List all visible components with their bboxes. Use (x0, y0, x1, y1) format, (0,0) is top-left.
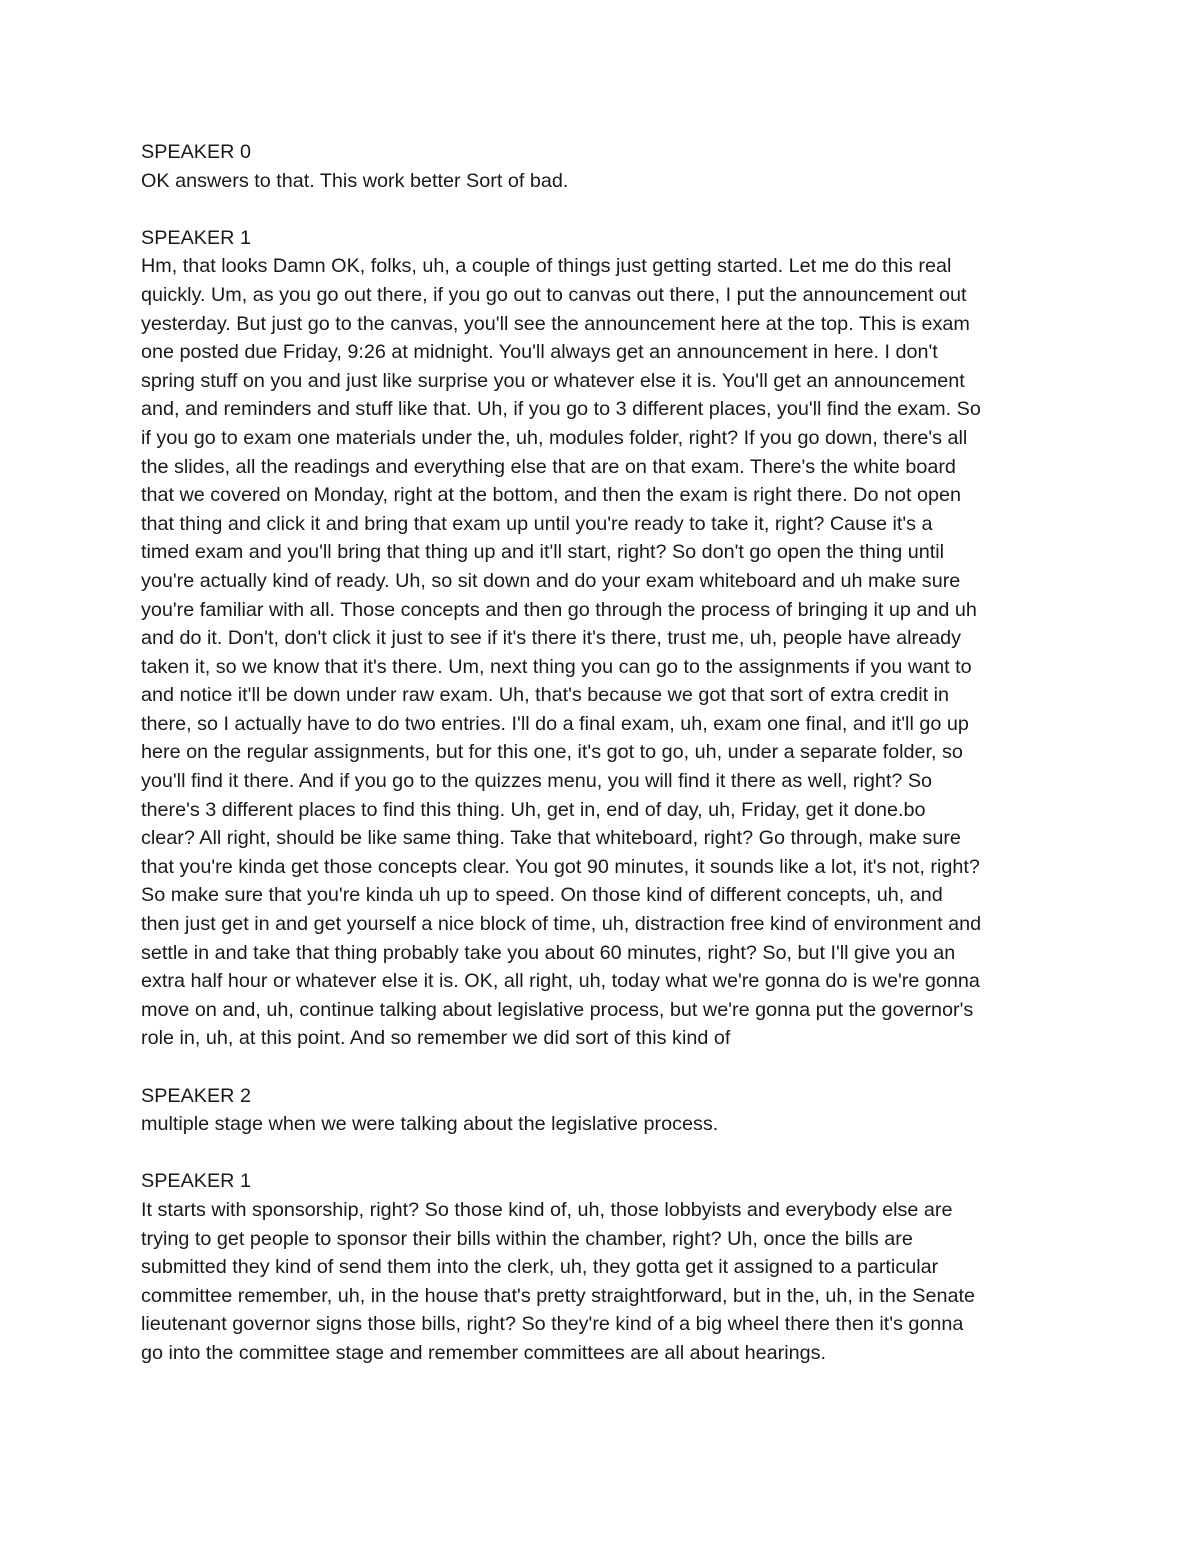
transcript-line: that thing and click it and bring that exam up until you're ready to take it, right? Cause it's a (141, 512, 933, 535)
transcript-line: that you're kinda get those concepts clear. You got 90 minutes, it sounds like a lot, it's not, right? (141, 855, 980, 878)
transcript-line: go into the committee stage and remember committees are all about hearings. (141, 1341, 827, 1364)
transcript-line: It starts with sponsorship, right? So those kind of, uh, those lobbyists and everybody else are (141, 1198, 953, 1221)
transcript-line: OK answers to that. This work better Sort of bad. (141, 169, 569, 192)
speaker-label: SPEAKER 1 (141, 1170, 251, 1193)
transcript-line: Hm, that looks Damn OK, folks, uh, a couple of things just getting started. Let me do this real (141, 255, 952, 278)
transcript-line: extra half hour or whatever else it is. OK, all right, uh, today what we're gonna do is we're gonna (141, 970, 980, 993)
transcript-line: and notice it'll be down under raw exam. Uh, that's because we got that sort of extra credit in (141, 684, 950, 707)
transcript-line: one posted due Friday, 9:26 at midnight. You'll always get an announcement in here. I don't (141, 341, 938, 364)
transcript-line: the slides, all the readings and everything else that are on that exam. There's the white board (141, 455, 956, 478)
transcript-line: committee remember, uh, in the house that's pretty straightforward, but in the, uh, in the Senate (141, 1284, 975, 1307)
speaker-label: SPEAKER 2 (141, 1084, 251, 1107)
transcript-line: quickly. Um, as you go out there, if you go out to canvas out there, I put the announcement out (141, 283, 967, 306)
transcript-line: that we covered on Monday, right at the bottom, and then the exam is right there. Do not open (141, 484, 961, 507)
transcript-line: there, so I actually have to do two entries. I'll do a final exam, uh, exam one final, and it'll go up (141, 712, 969, 735)
transcript-line: timed exam and you'll bring that thing up and it'll start, right? So don't go open the thing until (141, 541, 945, 564)
transcript-line: move on and, uh, continue talking about legislative process, but we're gonna put the governor's (141, 998, 974, 1021)
transcript-line: there's 3 different places to find this thing. Uh, get in, end of day, uh, Friday, get it done.bo (141, 798, 926, 821)
transcript-line: lieutenant governor signs those bills, right? So they're kind of a big wheel there then it's gonna (141, 1313, 964, 1336)
transcript-line: you're actually kind of ready. Uh, so sit down and do your exam whiteboard and uh make sure (141, 569, 961, 592)
transcript-line: taken it, so we know that it's there. Um, next thing you can go to the assignments if you want to (141, 655, 972, 678)
transcript-line: role in, uh, at this point. And so remember we did sort of this kind of (141, 1027, 731, 1050)
transcript-line: clear? All right, should be like same thing. Take that whiteboard, right? Go through, make sure (141, 827, 961, 850)
speaker-block (141, 1167, 1061, 1367)
transcript-line: multiple stage when we were talking about the legislative process. (141, 1113, 719, 1136)
transcript-line: trying to get people to sponsor their bills within the chamber, right? Uh, once the bills are (141, 1227, 913, 1250)
transcript-line: submitted they kind of send them into the clerk, uh, they gotta get it assigned to a particular (141, 1256, 939, 1279)
speaker-block (141, 1082, 1061, 1139)
transcript-line: spring stuff on you and just like surprise you or whatever else it is. You'll get an announcement (141, 369, 965, 392)
speaker-label: SPEAKER 1 (141, 226, 251, 249)
speaker-block (141, 138, 1061, 195)
transcript-line: and, and reminders and stuff like that. Uh, if you go to 3 different places, you'll find the exam. So (141, 398, 981, 421)
transcript-line: settle in and take that thing probably take you about 60 minutes, right? So, but I'll give you an (141, 941, 956, 964)
transcript-line: So make sure that you're kinda uh up to speed. On those kind of different concepts, uh, and (141, 884, 943, 907)
transcript-line: and do it. Don't, don't click it just to see if it's there it's there, trust me, uh, people have already (141, 627, 961, 650)
speaker-label: SPEAKER 0 (141, 141, 251, 163)
transcript-line: yesterday. But just go to the canvas, you'll see the announcement here at the top. This is exam (141, 312, 970, 335)
transcript-line: if you go to exam one materials under the, uh, modules folder, right? If you go down, there's all (141, 426, 968, 449)
transcript-line: you'll find it there. And if you go to the quizzes menu, you will find it there as well, right? So (141, 770, 933, 793)
transcript-line: then just get in and get yourself a nice block of time, uh, distraction free kind of environment and (141, 913, 982, 936)
speaker-block (141, 224, 1061, 1053)
transcript-line: you're familiar with all. Those concepts and then go through the process of bringing it up and uh (141, 598, 977, 621)
transcript-page (141, 138, 1061, 1396)
transcript-line: here on the regular assignments, but for this one, it's got to go, uh, under a separate folder, so (141, 741, 963, 764)
